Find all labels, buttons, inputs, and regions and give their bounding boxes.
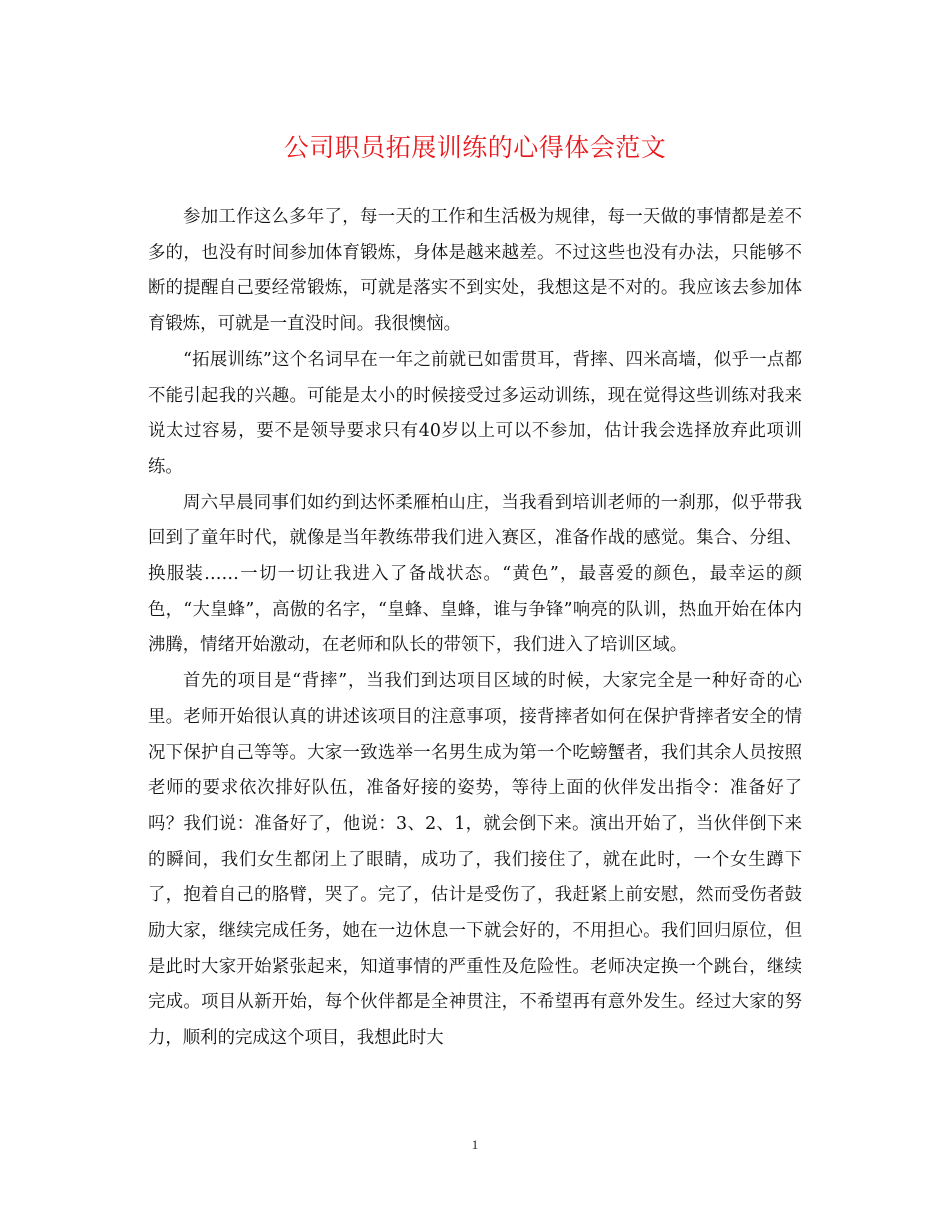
document-body (148, 200, 802, 1057)
paragraph: 首先的项目是“背摔”，当我们到达项目区域的时候，大家完全是一种好奇的心里。老师开始很认真的讲述该项目的注意事项，接背摔者如何在保护背摔者安全的情况下保护自己等等。大家一致选举一名男生成为第一个吃螃蟹者，我们其余人员按照老师的要求依次排好队伍，准备好接的姿势，等待上面的伙伴发出指令：准备好了吗？我们说：准备好了，他说：3、2、1，就会倒下来。演出开始了，当伙伴倒下来的瞬间，我们女生都闭上了眼睛，成功了，我们接住了，就在此时，一个女生蹲下了，抱着自己的胳臂，哭了。完了，估计是受伤了，我赶紧上前安慰，然而受伤者鼓励大家，继续完成任务，她在一边休息一下就会好的，不用担心。我们回归原位，但是此时大家开始紧张起来，知道事情的严重性及危险性。老师决定换一个跳台，继续完成。项目从新开始，每个伙伴都是全神贯注，不希望再有意外发生。经过大家的努力，顺利的完成这个项目，我想此时大 (148, 671, 802, 1049)
paragraph: “拓展训练”这个名词早在一年之前就已如雷贯耳，背摔、四米高墙，似乎一点都不能引起我的兴趣。可能是太小的时候接受过多运动训练，现在觉得这些训练对我来说太过容易，要不是领导要求只有40岁以上可以不参加，估计我会选择放弃此项训练。 (148, 349, 802, 477)
document-title: 公司职员拓展训练的心得体会范文 (283, 133, 667, 162)
paragraph: 周六早晨同事们如约到达怀柔雁柏山庄，当我看到培训老师的一刹那，似乎带我回到了童年时代，就像是当年教练带我们进入赛区，准备作战的感觉。集合、分组、换服装……一切一切让我进入了备战状态。“黄色”，最喜爱的颜色，最幸运的颜色，“大皇蜂”，高傲的名字，“皇蜂、皇蜂，谁与争锋”响亮的队训，热血开始在体内沸腾，情绪开始激动，在老师和队长的带领下，我们进入了培训区域。 (148, 492, 802, 656)
page-number: 1 (471, 1137, 479, 1152)
paragraph: 参加工作这么多年了，每一天的工作和生活极为规律，每一天做的事情都是差不多的，也没有时间参加体育锻炼，身体是越来越差。不过这些也没有办法，只能够不断的提醒自己要经常锻炼，可就是落实不到实处，我想这是不对的。我应该去参加体育锻炼，可就是一直没时间。我很懊恼。 (148, 207, 802, 335)
